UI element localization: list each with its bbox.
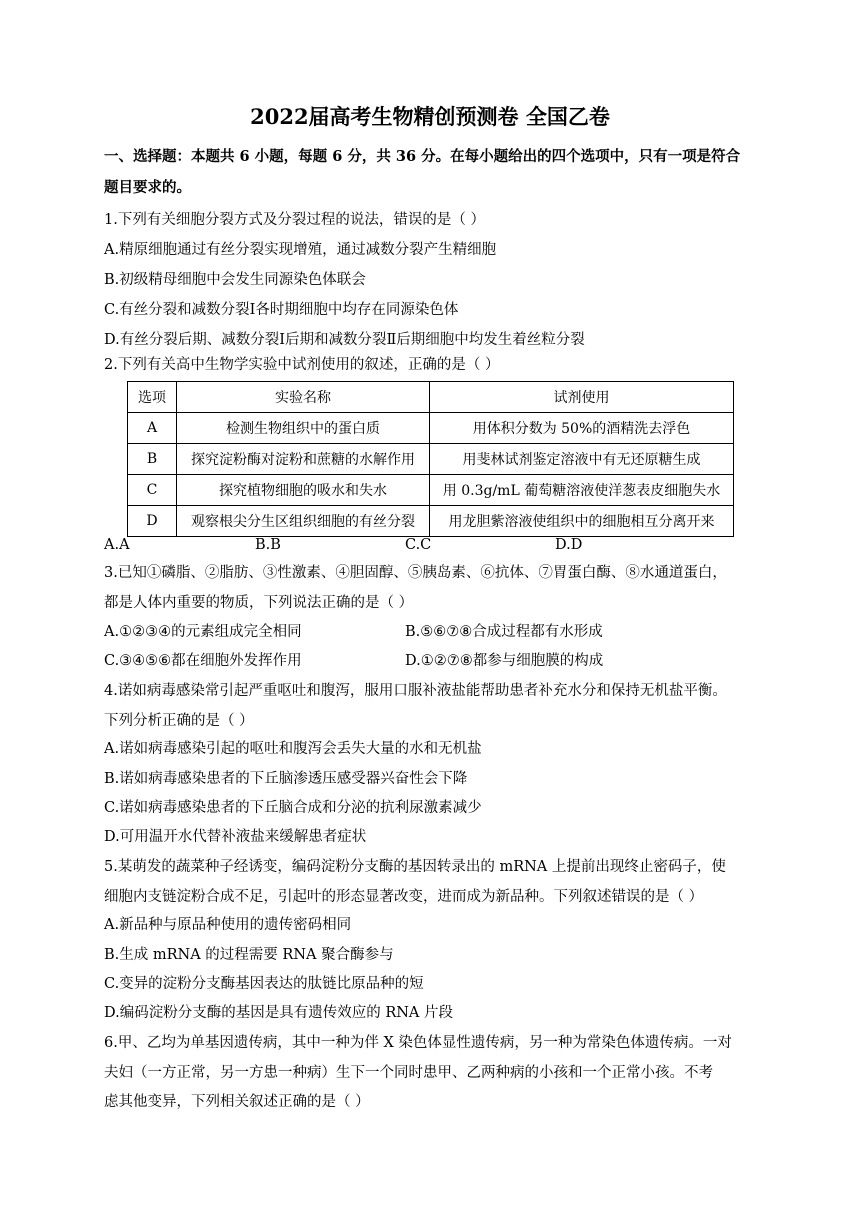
table-cell: D bbox=[128, 506, 177, 537]
table-cell: 用 0.3g/mL 葡萄糖溶液使洋葱表皮细胞失水 bbox=[430, 475, 734, 506]
table-row bbox=[128, 413, 734, 444]
q2-option-b: B.B bbox=[255, 537, 281, 553]
table-row bbox=[128, 506, 734, 537]
table-row bbox=[128, 444, 734, 475]
q1-option-c: C.有丝分裂和减数分裂Ⅰ各时期细胞中均存在同源染色体 bbox=[104, 302, 459, 318]
q3-stem-line-2: 都是人体内重要的物质，下列说法正确的是（ ） bbox=[104, 595, 414, 611]
table-header-cell: 实验名称 bbox=[177, 382, 430, 413]
section-heading-line-1: 一、选择题：本题共 6 小题，每题 6 分，共 36 分。在每小题给出的四个选项中，只有一项是符合 bbox=[104, 148, 741, 165]
table-cell: 观察根尖分生区组织细胞的有丝分裂 bbox=[177, 506, 430, 537]
q4-stem-line-2: 下列分析正确的是（ ） bbox=[104, 713, 254, 729]
q2-option-a: A.A bbox=[104, 537, 130, 553]
section-heading-line-2: 题目要求的。 bbox=[104, 179, 191, 196]
q6-stem-line-2: 夫妇（一方正常，另一方患一种病）生下一个同时患甲、乙两种病的小孩和一个正常小孩。不考 bbox=[104, 1065, 713, 1081]
table-cell: B bbox=[128, 444, 177, 475]
q5-stem-line-2: 细胞内支链淀粉合成不足，引起叶的形态显著改变，进而成为新品种。下列叙述错误的是（ ） bbox=[104, 889, 704, 905]
table-cell: A bbox=[128, 413, 177, 444]
table-header-row bbox=[128, 382, 734, 413]
q3-option-c: C.③④⑤⑥都在细胞外发挥作用 bbox=[104, 653, 302, 669]
q1-option-d: D.有丝分裂后期、减数分裂Ⅰ后期和减数分裂Ⅱ后期细胞中均发生着丝粒分裂 bbox=[104, 332, 585, 348]
q2-stem: 2.下列有关高中生物学实验中试剂使用的叙述，正确的是（ ） bbox=[104, 357, 500, 373]
q5-option-b: B.生成 mRNA 的过程需要 RNA 聚合酶参与 bbox=[104, 947, 394, 963]
table-header-cell: 选项 bbox=[128, 382, 177, 413]
q6-stem-line-1: 6.甲、乙均为单基因遗传病，其中一种为伴 X 染色体显性遗传病，另一种为常染色体遗传病。一对 bbox=[104, 1035, 732, 1051]
q2-reagent-table bbox=[127, 381, 734, 537]
q5-option-c: C.变异的淀粉分支酶基因表达的肽链比原品种的短 bbox=[104, 976, 424, 992]
table-cell: 检测生物组织中的蛋白质 bbox=[177, 413, 430, 444]
q2-option-c: C.C bbox=[405, 537, 432, 553]
table-cell: 用体积分数为 50%的酒精洗去浮色 bbox=[430, 413, 734, 444]
q4-option-d: D.可用温开水代替补液盐来缓解患者症状 bbox=[104, 829, 367, 845]
table-cell: 探究植物细胞的吸水和失水 bbox=[177, 475, 430, 506]
table-cell: 用龙胆紫溶液使组织中的细胞相互分离开来 bbox=[430, 506, 734, 537]
q6-stem-line-3: 虑其他变异，下列相关叙述正确的是（ ） bbox=[104, 1094, 370, 1110]
q3-option-b: B.⑤⑥⑦⑧合成过程都有水形成 bbox=[405, 624, 603, 640]
q2-option-d: D.D bbox=[555, 537, 583, 553]
q4-stem-line-1: 4.诺如病毒感染常引起严重呕吐和腹泻，服用口服补液盐能帮助患者补充水分和保持无机盐平衡。 bbox=[104, 683, 727, 699]
table-header-cell: 试剂使用 bbox=[430, 382, 734, 413]
exam-title: 2022届高考生物精创预测卷 全国乙卷 bbox=[250, 104, 610, 129]
q3-stem-line-1: 3.已知①磷脂、②脂肪、③性激素、④胆固醇、⑤胰岛素、⑥抗体、⑦胃蛋白酶、⑧水通道蛋白， bbox=[104, 565, 727, 581]
q4-option-a: A.诺如病毒感染引起的呕吐和腹泻会丢失大量的水和无机盐 bbox=[104, 741, 482, 757]
table-cell: C bbox=[128, 475, 177, 506]
q4-option-b: B.诺如病毒感染患者的下丘脑渗透压感受器兴奋性会下降 bbox=[104, 771, 468, 787]
table-row bbox=[128, 475, 734, 506]
q1-option-b: B.初级精母细胞中会发生同源染色体联会 bbox=[104, 272, 366, 288]
q1-option-a: A.精原细胞通过有丝分裂实现增殖，通过减数分裂产生精细胞 bbox=[104, 242, 497, 258]
q4-option-c: C.诺如病毒感染患者的下丘脑合成和分泌的抗利尿激素减少 bbox=[104, 800, 482, 816]
q3-option-d: D.①②⑦⑧都参与细胞膜的构成 bbox=[405, 653, 604, 669]
table-cell: 探究淀粉酶对淀粉和蔗糖的水解作用 bbox=[177, 444, 430, 475]
table-cell: 用斐林试剂鉴定溶液中有无还原糖生成 bbox=[430, 444, 734, 475]
q1-stem: 1.下列有关细胞分裂方式及分裂过程的说法，错误的是（ ） bbox=[104, 212, 485, 228]
q3-option-a: A.①②③④的元素组成完全相同 bbox=[104, 624, 302, 640]
q5-stem-line-1: 5.某萌发的蔬菜种子经诱变，编码淀粉分支酶的基因转录出的 mRNA 上提前出现终止密码子，使 bbox=[104, 859, 726, 875]
q5-option-d: D.编码淀粉分支酶的基因是具有遗传效应的 RNA 片段 bbox=[104, 1005, 454, 1021]
q5-option-a: A.新品种与原品种使用的遗传密码相同 bbox=[104, 917, 352, 933]
